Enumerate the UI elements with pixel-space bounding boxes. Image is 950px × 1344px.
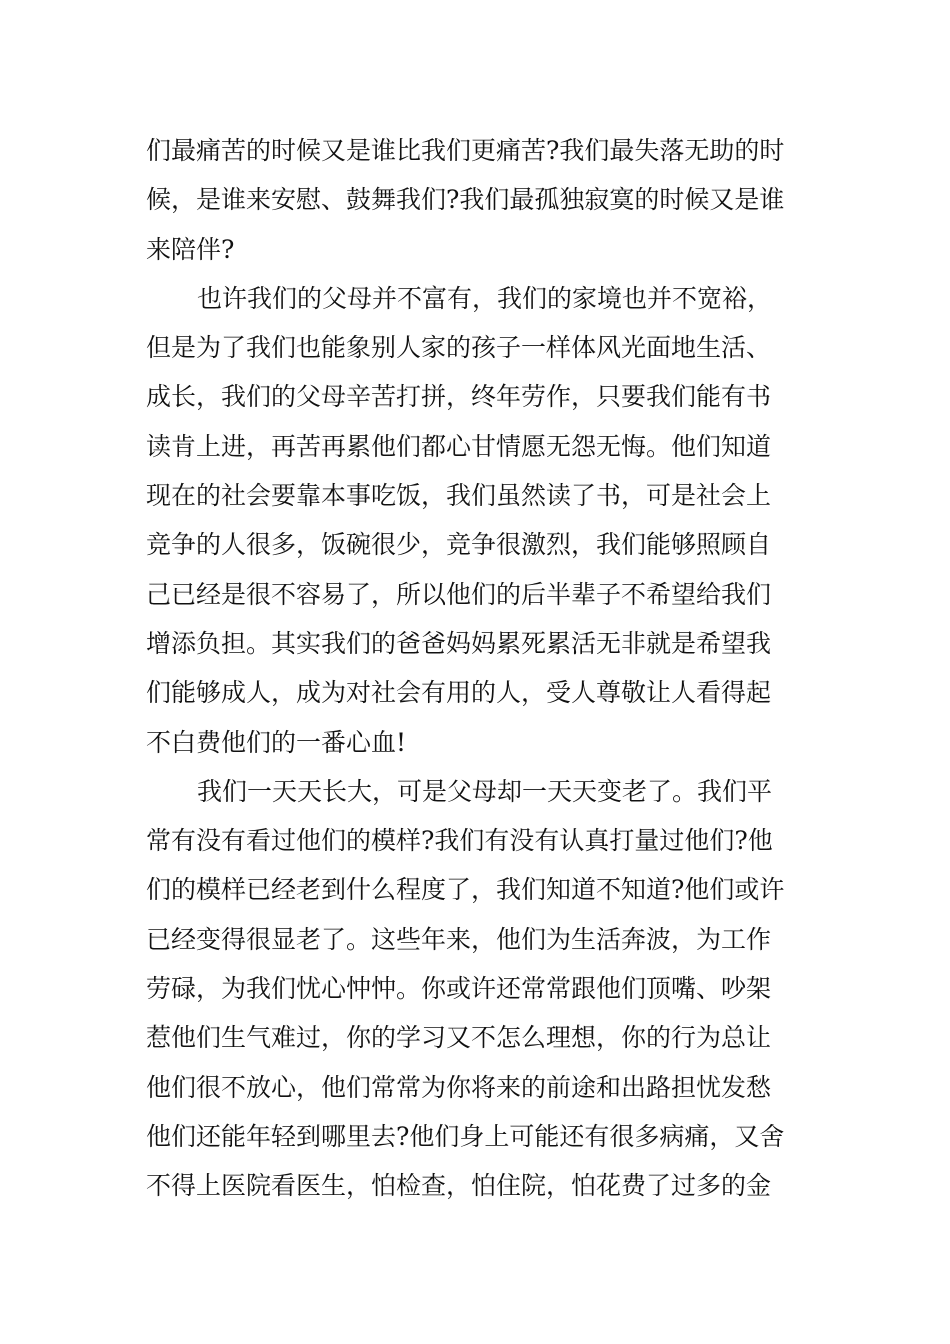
text-line: 竞争的人很多，饭碗很少，竞争很激烈，我们能够照顾自 bbox=[146, 530, 772, 560]
text-line: 来陪伴? bbox=[146, 234, 235, 264]
text-line: 劳碌，为我们忧心忡忡。你或许还常常跟他们顶嘴、吵架 bbox=[146, 974, 772, 1004]
text-line: 们最痛苦的时候又是谁比我们更痛苦?我们最失落无助的时 bbox=[146, 136, 785, 165]
text-line: 增添负担。其实我们的爸爸妈妈累死累活无非就是希望我 bbox=[146, 628, 772, 658]
text-line: 但是为了我们也能象别人家的孩子一样体风光面地生活、 bbox=[146, 333, 772, 363]
text-line: 他们很不放心，他们常常为你将来的前途和出路担忧发愁 bbox=[146, 1072, 772, 1102]
text-line: 也许我们的父母并不富有，我们的家境也并不宽裕， bbox=[197, 283, 773, 313]
text-line: 已经变得很显老了。这些年来，他们为生活奔波，为工作 bbox=[146, 924, 772, 954]
text-line: 常有没有看过他们的模样?我们有没有认真打量过他们?他 bbox=[146, 826, 773, 856]
text-line: 候，是谁来安慰、鼓舞我们?我们最孤独寂寞的时候又是谁 bbox=[146, 185, 785, 215]
text-line: 们能够成人，成为对社会有用的人，受人尊敬让人看得起 bbox=[146, 678, 772, 708]
text-line: 们的模样已经老到什么程度了，我们知道不知道?他们或许 bbox=[146, 875, 785, 905]
text-line: 不白费他们的一番心血! bbox=[146, 727, 407, 757]
text-line: 读肯上进，再苦再累他们都心甘情愿无怨无悔。他们知道 bbox=[146, 431, 772, 461]
body-text bbox=[146, 126, 826, 1211]
text-line: 不得上医院看医生，怕检查，怕住院，怕花费了过多的金 bbox=[146, 1171, 772, 1201]
text-line: 现在的社会要靠本事吃饭，我们虽然读了书，可是社会上 bbox=[146, 481, 772, 511]
text-line: 己已经是很不容易了，所以他们的后半辈子不希望给我们 bbox=[146, 579, 772, 609]
text-line: 惹他们生气难过，你的学习又不怎么理想，你的行为总让 bbox=[146, 1023, 772, 1053]
text-line: 成长，我们的父母辛苦打拼，终年劳作，只要我们能有书 bbox=[146, 382, 772, 412]
text-line: 我们一天天长大，可是父母却一天天变老了。我们平 bbox=[197, 776, 773, 806]
paragraph bbox=[146, 126, 826, 274]
paragraph bbox=[146, 274, 826, 767]
paragraph bbox=[146, 767, 826, 1211]
text-line: 他们还能年轻到哪里去?他们身上可能还有很多病痛，又舍 bbox=[146, 1121, 785, 1151]
